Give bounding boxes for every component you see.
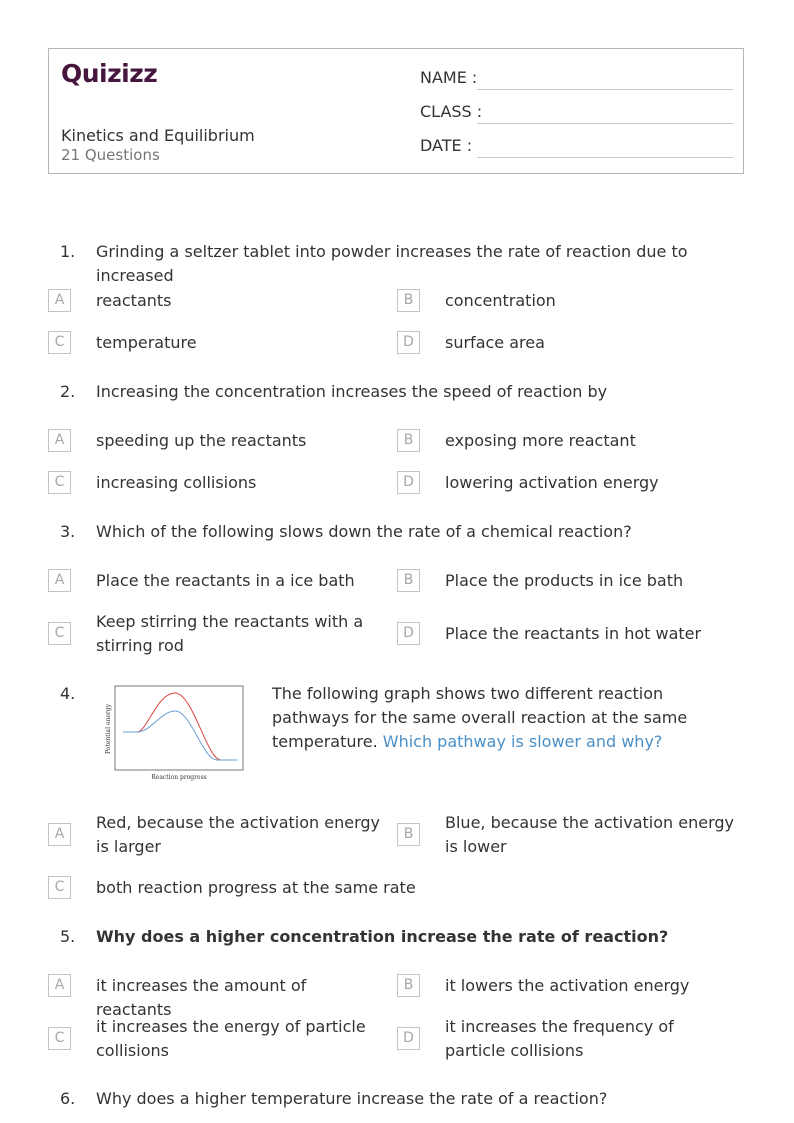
option-text: Place the products in ice bath	[445, 571, 684, 590]
option-letter-box[interactable]: C	[48, 471, 71, 494]
question-count: 21 Questions	[61, 146, 160, 164]
question-number: 2.	[60, 382, 76, 401]
worksheet-header	[48, 48, 744, 174]
question-text-highlight: Which pathway is slower and why?	[382, 732, 663, 751]
question-text: Why does a higher concentration increase the rate of reaction?	[96, 927, 669, 946]
option-letter-box[interactable]: B	[397, 569, 420, 592]
option-text: it increases the frequency of particle collisions	[445, 1017, 674, 1060]
option-text: both reaction progress at the same rate	[96, 878, 416, 897]
graph-x-label: Reaction progress	[151, 774, 207, 781]
option-letter-box[interactable]: A	[48, 289, 71, 312]
graph-y-label: Potential energy	[105, 703, 112, 755]
class-field[interactable]	[477, 123, 733, 124]
question-text: Why does a higher temperature increase the rate of a reaction?	[96, 1089, 608, 1108]
option-letter-box[interactable]: A	[48, 974, 71, 997]
option-letter-box[interactable]: A	[48, 429, 71, 452]
name-field[interactable]	[477, 89, 733, 90]
question-number: 5.	[60, 927, 76, 946]
option-letter-box[interactable]: D	[397, 622, 420, 645]
option-text: it increases the energy of particle collisions	[96, 1017, 366, 1060]
question-number: 1.	[60, 242, 76, 261]
option-letter-box[interactable]: C	[48, 331, 71, 354]
option-text: Place the reactants in hot water	[445, 624, 702, 643]
option-text: lowering activation energy	[445, 473, 659, 492]
quizizz-logo: Quizizz	[61, 59, 158, 88]
question-number: 6.	[60, 1089, 76, 1108]
worksheet-title: Kinetics and Equilibrium	[61, 126, 255, 145]
option-letter-box[interactable]: B	[397, 289, 420, 312]
question-text-main: The following graph shows two different reaction pathways for the same overall reaction at the same temperature.	[272, 684, 688, 751]
option-letter-box[interactable]: C	[48, 876, 71, 899]
question-number: 3.	[60, 522, 76, 541]
question-text: Grinding a seltzer tablet into powder increases the rate of reaction due to increased	[96, 242, 688, 285]
option-text: reactants	[96, 291, 172, 310]
option-letter-box[interactable]: A	[48, 569, 71, 592]
option-letter-box[interactable]: C	[48, 1027, 71, 1050]
option-text: Keep stirring the reactants with a stirring rod	[96, 612, 364, 655]
option-text: it increases the amount of reactants	[96, 976, 307, 1019]
option-letter-box[interactable]: D	[397, 1027, 420, 1050]
option-text: concentration	[445, 291, 556, 310]
date-label: DATE :	[420, 136, 473, 155]
question-text: Which of the following slows down the rate of a chemical reaction?	[96, 522, 632, 541]
option-text: surface area	[445, 333, 545, 352]
option-letter-box[interactable]: D	[397, 331, 420, 354]
option-letter-box[interactable]: C	[48, 622, 71, 645]
option-text: speeding up the reactants	[96, 431, 307, 450]
class-label: CLASS :	[420, 102, 483, 121]
option-text: temperature	[96, 333, 197, 352]
option-text: increasing collisions	[96, 473, 257, 492]
date-field[interactable]	[477, 157, 733, 158]
question-text: Increasing the concentration increases the speed of reaction by	[96, 382, 608, 401]
option-text: Place the reactants in a ice bath	[96, 571, 355, 590]
question-number: 4.	[60, 684, 76, 703]
option-text: it lowers the activation energy	[445, 976, 690, 995]
option-letter-box[interactable]: D	[397, 471, 420, 494]
graph-frame	[115, 686, 243, 770]
option-text: Red, because the activation energy is larger	[96, 813, 380, 856]
question-text	[272, 682, 744, 754]
name-label: NAME :	[420, 68, 478, 87]
option-letter-box[interactable]: A	[48, 823, 71, 846]
energy-diagram	[103, 683, 248, 783]
option-letter-box[interactable]: B	[397, 974, 420, 997]
option-text: exposing more reactant	[445, 431, 636, 450]
option-text: Blue, because the activation energy is lower	[445, 813, 735, 856]
option-letter-box[interactable]: B	[397, 823, 420, 846]
option-letter-box[interactable]: B	[397, 429, 420, 452]
